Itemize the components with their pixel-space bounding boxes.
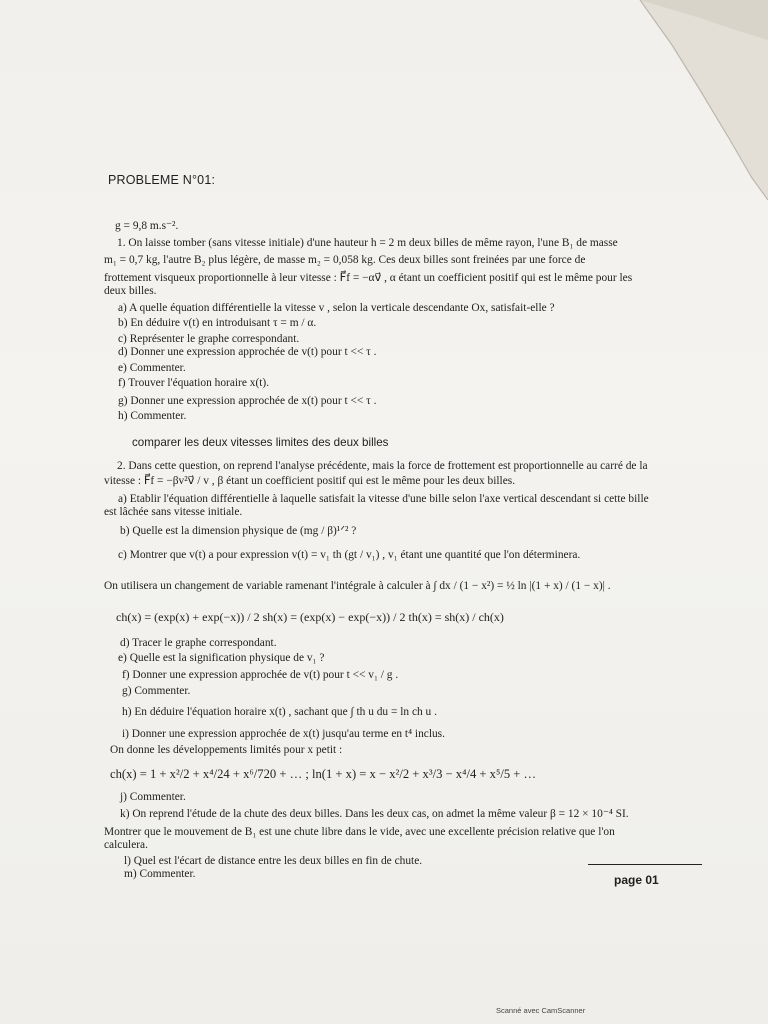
text-line: g = 9,8 m.s⁻². [115,220,179,232]
problem-title: PROBLEME N°01: [108,173,216,187]
question-2c: c) Montrer que v(t) a pour expression v(t) = v₁ th (gt / v₁) , v₁ étant une quantité que l'on déterminera. [118,549,581,561]
question-1f: f) Trouver l'équation horaire x(t). [118,377,270,389]
question-2j: j) Commenter. [120,791,186,803]
question-1e: e) Commenter. [118,362,186,374]
question-2l: l) Quel est l'écart de distance entre les deux billes en fin de chute. [124,855,423,867]
question-2f: f) Donner une expression approchée de v(t) pour t << v₁ / g . [122,669,399,681]
question-2b: b) Quelle est la dimension physique de (mg / β)¹ᐟ² ? [120,525,357,537]
question-2m: m) Commenter. [124,868,196,880]
question-1d: d) Donner une expression approchée de v(t) pour t << τ . [118,346,377,358]
compare-instruction: comparer les deux vitesses limites des deux billes [132,436,389,449]
integral-hint: On utilisera un changement de variable ramenant l'intégrale à calculer à ∫ dx / (1 − x²) = ½ ln |(1 + x) / (1 − x)| . [104,580,611,592]
text-line: Montrer que le mouvement de B₁ est une chute libre dans le vide, avec une excellente précision relative que l'on [104,826,615,838]
series-expansions: ch(x) = 1 + x²/2 + x⁴/24 + x⁶/720 + … ; ln(1 + x) = x − x²/2 + x³/3 − x⁴/4 + x⁵/5 + … [110,767,537,781]
text-line: 1. On laisse tomber (sans vitesse initiale) d'une hauteur h = 2 m deux billes de même rayon, l'une B₁ de masse [117,237,618,249]
page-number: page 01 [614,873,659,887]
question-2k: k) On reprend l'étude de la chute des deux billes. Dans les deux cas, on admet la même valeur β = 12 × 10⁻⁴ SI. [120,808,629,820]
question-1h: h) Commenter. [118,410,187,422]
question-2i: i) Donner une expression approchée de x(t) jusqu'au terme en t⁴ inclus. [122,728,445,740]
text-line: deux billes. [104,285,157,297]
text-line: frottement visqueux proportionnelle à leur vitesse : F⃗f = −αv⃗ , α étant un coefficient positif qui est le même pour les [104,272,633,284]
question-2h: h) En déduire l'équation horaire x(t) , sachant que ∫ th u du = ln ch u . [122,706,437,718]
text-line: 2. Dans cette question, on reprend l'analyse précédente, mais la force de frottement est proportionnelle au carré de la [117,460,648,472]
question-2d: d) Tracer le graphe correspondant. [120,637,277,649]
text-line: m₁ = 0,7 kg, l'autre B₂ plus légère, de masse m₂ = 0,058 kg. Ces deux billes sont freinées par une force de [104,254,586,266]
text-line: calculera. [104,839,148,851]
text-line: est lâchée sans vitesse initiale. [104,506,243,518]
question-1c: c) Représenter le graphe correspondant. [118,333,300,345]
question-1b: b) En déduire v(t) en introduisant τ = m / α. [118,317,317,329]
question-2a: a) Etablir l'équation différentielle à laquelle satisfait la vitesse d'une bille selon l'axe vertical descendant si cette bille [118,493,649,505]
question-1a: a) A quelle équation différentielle la vitesse v , selon la verticale descendante Ox, satisfait-elle ? [118,302,555,314]
question-2g: g) Commenter. [122,685,191,697]
text-line: On donne les développements limités pour x petit : [110,744,343,756]
question-2e: e) Quelle est la signification physique de v₁ ? [118,652,325,664]
scanner-watermark: Scanné avec CamScanner [496,1006,586,1015]
question-1g: g) Donner une expression approchée de x(t) pour t << τ . [118,395,377,407]
hyperbolic-definitions: ch(x) = (exp(x) + exp(−x)) / 2 sh(x) = (exp(x) − exp(−x)) / 2 th(x) = sh(x) / ch(x) [116,610,504,624]
footer-rule [588,864,702,865]
text-line: vitesse : F⃗f = −βv²v⃗ / v , β étant un coefficient positif qui est le même pour les deux billes. [104,475,516,487]
